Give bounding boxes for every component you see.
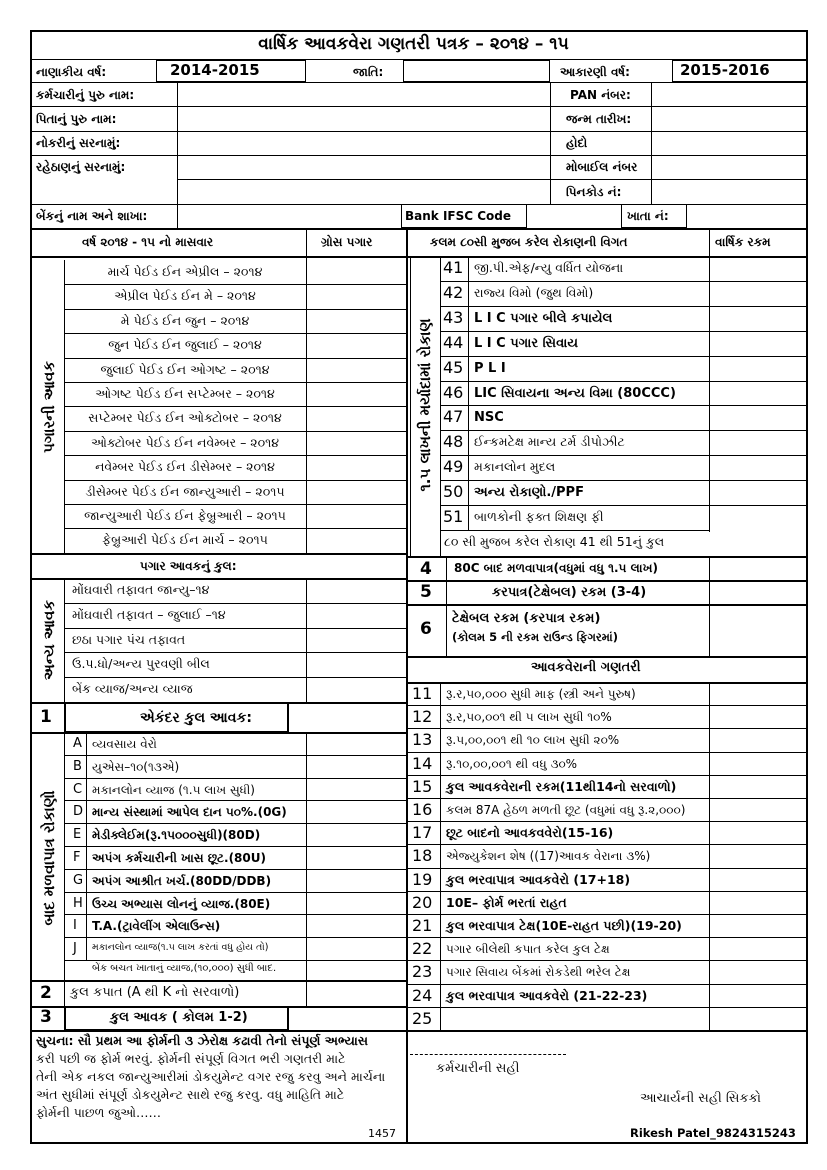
deduction-letter: I bbox=[73, 918, 77, 933]
deduction-row-label: માન્ય સંસ્થામાં આપેલ દાન ૫૦%.(0G) bbox=[92, 805, 287, 819]
investment-row-label: LIC સિવાયના અન્ય વિમા (80CCC) bbox=[474, 386, 676, 401]
month-row-label: ઓક્ટોબર પેઈડ ઈન નવેમ્બર – ૨૦૧૪ bbox=[90, 435, 280, 450]
deduction-k-text: બેંક બચત ખાતાનું વ્યાજ,(૧૦,૦૦૦) સુધી બાદ. bbox=[92, 963, 277, 974]
investment-row-label: ઈન્કમટેક્ષ માન્ય ટર્મ ડીપોઝીટ bbox=[474, 434, 625, 449]
tax-calc-amount-cell[interactable] bbox=[711, 683, 806, 704]
deduction-letter: H bbox=[73, 896, 83, 911]
tax-calc-row-label: એજ્યુકેશન શેષ ((17)આવક વેરાના ૩%) bbox=[446, 849, 651, 863]
gross-salary-cell[interactable] bbox=[308, 285, 404, 307]
month-row-label: મે પેઈડ ઈન જુન – ૨૦૧૪ bbox=[120, 313, 250, 328]
investment-amount-cell[interactable] bbox=[711, 506, 806, 528]
investment-row-label: L I C પગાર બીલે કપાયેલ bbox=[474, 311, 613, 326]
fy-label: નાણાકીય વર્ષ: bbox=[36, 65, 107, 79]
investment-row-number: 49 bbox=[443, 457, 464, 476]
fy-value: 2014-2015 bbox=[170, 61, 260, 79]
tax-calc-row-label: પગાર બીલેથી કપાત કરેલ કુલ ટેક્ષ bbox=[446, 942, 610, 956]
mobile-label: મોબાઈલ નંબર bbox=[566, 160, 638, 174]
other-income-row-label: બેંક વ્યાજ/અન્ય વ્યાજ bbox=[72, 681, 193, 696]
month-row-label: સપ્ટેમ્બર પેઈડ ઈન ઓક્ટોબર – ૨૦૧૪ bbox=[88, 410, 282, 425]
deduction-row-label: અપંગ કર્મચારીની ખાસ છૂટ.(80U) bbox=[92, 851, 266, 865]
tax-calc-row-label: રૂ.ર,૫૦,૦૦૧ થી ૫ લાખ સુધી ૧૦% bbox=[446, 710, 612, 724]
month-row-label: ડીસેમ્બર પેઈડ ઈન જાન્યુઆરી – ૨૦૧૫ bbox=[85, 484, 285, 499]
gross-salary-cell[interactable] bbox=[308, 432, 404, 454]
account-label: ખાતા નં: bbox=[627, 209, 669, 223]
row-6-number: 6 bbox=[420, 619, 432, 639]
tax-calc-row-label: 10E– ફોર્મ ભરતાં રાહત bbox=[446, 895, 567, 910]
gross-salary-cell[interactable] bbox=[308, 407, 404, 429]
other-income-cell[interactable] bbox=[308, 579, 404, 601]
investment-row-label: NSC bbox=[474, 410, 504, 425]
investment-row-number: 51 bbox=[443, 507, 464, 526]
deduction-amount-cell[interactable] bbox=[308, 915, 404, 935]
investment-amount-cell[interactable] bbox=[711, 257, 806, 279]
row-6-line-2: (કોલમ 5 ની રકમ રાઉન્ડ ફિગરમાં) bbox=[452, 630, 618, 644]
investment-amount-cell[interactable] bbox=[711, 282, 806, 304]
note-line-5: ફોર્મની પાછળ જુઓ…… bbox=[36, 1105, 162, 1120]
tax-calc-row-number: 22 bbox=[412, 939, 433, 958]
row-3-number: 3 bbox=[40, 1007, 52, 1027]
investment-amount-cell[interactable] bbox=[711, 307, 806, 329]
tax-calc-row-label: પગાર સિવાય બેંકમાં રોકડેથી ભરેલ ટેક્ષ bbox=[446, 965, 631, 979]
other-income-cell[interactable] bbox=[308, 604, 404, 626]
gross-salary-cell[interactable] bbox=[308, 334, 404, 356]
investment-row-number: 47 bbox=[443, 407, 464, 426]
tax-calc-row-number: 19 bbox=[412, 870, 433, 889]
other-income-side-label: અન્ય આવક bbox=[40, 600, 58, 680]
job-address-label: નોકરીનું સરનામું: bbox=[36, 136, 121, 150]
deduction-letter: A bbox=[73, 736, 82, 751]
investment-row-label: બાળકોની ફક્ત શિક્ષણ ફી bbox=[474, 509, 604, 524]
investment-row-label: P L I bbox=[474, 361, 506, 376]
gross-salary-cell[interactable] bbox=[308, 261, 404, 283]
month-row-label: એપ્રીલ પેઈડ ઈન મે – ૨૦૧૪ bbox=[114, 288, 256, 303]
deduction-row-label: અપંગ આશ્રીત ખર્ચ.(80DD/DDB) bbox=[92, 874, 272, 888]
month-row-label: ઓગષ્ટ પેઈડ ઈન સપ્ટેમ્બર – ૨૦૧૪ bbox=[95, 386, 275, 401]
ifsc-label: Bank IFSC Code bbox=[405, 209, 512, 223]
gross-column-header: ગ્રોસ પગાર bbox=[321, 235, 373, 249]
tax-calc-row-label: કુલ આવકવેરાની રકમ(11થી14નો સરવાળો) bbox=[446, 779, 677, 794]
tax-calc-row-label: કલમ 87A હેઠળ મળતી છૂટ (વધુમાં વધુ રૂ.૨,૦૦૦) bbox=[446, 803, 686, 817]
tax-calc-amount-cell[interactable] bbox=[711, 776, 806, 797]
tax-calc-amount-cell[interactable] bbox=[711, 892, 806, 913]
tax-calc-row-number: 24 bbox=[412, 986, 433, 1005]
deduction-letter: F bbox=[73, 850, 81, 865]
investment-amount-cell[interactable] bbox=[711, 357, 806, 379]
month-column-header: વર્ષ ૨૦૧૪ - ૧૫ નો માસવાર bbox=[82, 235, 214, 249]
tax-calc-row-number: 14 bbox=[412, 754, 433, 773]
other-income-row-label: છઠા પગાર પંચ તફાવત bbox=[72, 632, 186, 647]
gross-salary-cell[interactable] bbox=[308, 359, 404, 381]
tax-calc-row-label: કુલ ભરવાપાત્ર આવકવેરો (21-22-23) bbox=[446, 988, 648, 1003]
deduction-amount-cell[interactable] bbox=[308, 870, 404, 890]
deductions-side-label: બાદ મળવાપાત્ર રોકાણો bbox=[40, 790, 58, 926]
tax-calc-row-number: 15 bbox=[412, 777, 433, 796]
tax-calc-amount-cell[interactable] bbox=[711, 799, 806, 820]
deduction-amount-cell[interactable] bbox=[308, 801, 404, 821]
tax-calc-amount-cell[interactable] bbox=[711, 985, 806, 1006]
tax-calculation-header: આવકવેરાની ગણતરી bbox=[531, 660, 641, 675]
pan-label: PAN નંબર: bbox=[570, 88, 631, 102]
deduction-amount-cell[interactable] bbox=[308, 733, 404, 753]
deduction-amount-cell[interactable] bbox=[308, 824, 404, 844]
tax-calc-row-number: 11 bbox=[412, 684, 433, 703]
row-5-label: કરપાત્ર(ટેક્ષેબલ) રકમ (3-4) bbox=[492, 585, 647, 600]
tax-calc-amount-cell[interactable] bbox=[711, 1008, 806, 1029]
investment-row-label: L I C પગાર સિવાય bbox=[474, 336, 578, 351]
investment-amount-cell[interactable] bbox=[711, 382, 806, 404]
other-income-cell[interactable] bbox=[308, 629, 404, 651]
deduction-amount-cell[interactable] bbox=[308, 847, 404, 867]
bank-label: બેંકનું નામ અને શાખા: bbox=[36, 209, 148, 223]
deduction-letter: B bbox=[73, 759, 82, 774]
tax-calc-amount-cell[interactable] bbox=[711, 915, 806, 936]
deduction-amount-cell[interactable] bbox=[308, 938, 404, 958]
tax-calc-amount-cell[interactable] bbox=[711, 822, 806, 843]
deduction-row-label: મેડીક્લેઈમ(રૂ.૧૫૦૦૦સુધી)(80D) bbox=[92, 828, 261, 842]
caste-field[interactable] bbox=[403, 60, 550, 82]
deduction-letter: D bbox=[73, 804, 84, 819]
investment-row-number: 46 bbox=[443, 383, 464, 402]
investment-row-label: રાજ્ય વિમો (જુથ વિમો) bbox=[474, 285, 594, 300]
salary-income-side-label: પગારની આવક bbox=[40, 361, 58, 453]
investment-row-label: જી.પી.એફ/ન્યુ વર્ધિત યોજના bbox=[474, 260, 624, 275]
deduction-row-label: T.A.(ટ્રાવેલીંગ એલાઉન્સ) bbox=[92, 919, 221, 933]
other-income-cell[interactable] bbox=[308, 678, 404, 700]
ay-label: આકારણી વર્ષ: bbox=[560, 65, 630, 79]
note-line-3: તેની એક નકલ જાન્યુઆરીમાં ડોકયુમેન્ટ વગર રજુ કરવુ અને માર્ચના bbox=[36, 1069, 386, 1084]
deduction-letter: E bbox=[73, 827, 82, 842]
caste-label: જાતિ: bbox=[353, 65, 384, 79]
tax-calc-amount-cell[interactable] bbox=[711, 869, 806, 890]
investment-row-number: 48 bbox=[443, 432, 464, 451]
other-income-row-label: ઉ.પ.ધો/અન્ય પુરવણી બીલ bbox=[72, 656, 210, 671]
investment-amount-cell[interactable] bbox=[711, 431, 806, 453]
deduction-amount-cell[interactable] bbox=[308, 779, 404, 799]
row-1-number: 1 bbox=[40, 707, 52, 727]
month-row-label: જુલાઈ પેઈડ ઈન ઓગષ્ટ – ૨૦૧૪ bbox=[100, 362, 270, 377]
tax-calc-row-label: છૂટ બાદનો આવકવવેરો(15-16) bbox=[446, 825, 614, 840]
row-2-number: 2 bbox=[40, 983, 52, 1003]
month-row-label: માર્ચ પેઈડ ઈન એપ્રીલ – ૨૦૧૪ bbox=[107, 264, 263, 279]
employee-signature-label: કર્મચારીની સહી bbox=[436, 1061, 520, 1076]
tax-calc-row-number: 17 bbox=[412, 823, 433, 842]
salary-total-label: પગાર આવકનું કુલ: bbox=[140, 559, 237, 573]
ay-value: 2015-2016 bbox=[680, 61, 770, 79]
investment-row-number: 44 bbox=[443, 333, 464, 352]
month-row-label: જુન પેઈડ ઈન જુલાઈ – ૨૦૧૪ bbox=[108, 337, 262, 352]
tax-calc-row-label: રૂ.૧૦,૦૦,૦૦૧ થી વધુ ૩૦% bbox=[446, 757, 578, 771]
form-number: 1457 bbox=[368, 1127, 396, 1140]
yearly-column-header: વાર્ષિક રકમ bbox=[715, 235, 771, 249]
row-4-number: 4 bbox=[420, 559, 432, 579]
gross-salary-cell[interactable] bbox=[308, 481, 404, 503]
deduction-letter: J bbox=[73, 941, 77, 956]
month-row-label: જાન્યુઆરી પેઈડ ઈન ફેબ્રુઆરી – ૨૦૧૫ bbox=[84, 508, 286, 523]
gross-salary-cell[interactable] bbox=[308, 310, 404, 332]
tax-calc-amount-cell[interactable] bbox=[711, 729, 806, 750]
author-credit: Rikesh Patel_9824315243 bbox=[630, 1126, 796, 1140]
tax-calc-amount-cell[interactable] bbox=[711, 753, 806, 774]
investment-column-header: કલમ ૮૦સી મુજબ કરેલ રોકાણની વિગત bbox=[430, 235, 628, 249]
row-1-label: એકંદર કુલ આવક: bbox=[140, 710, 252, 726]
tax-calc-row-number: 12 bbox=[412, 707, 433, 726]
tax-calc-row-number: 16 bbox=[412, 800, 433, 819]
investment-amount-cell[interactable] bbox=[711, 406, 806, 428]
other-income-row-label: મોંઘવારી તફાવત જાન્યુ–૧૪ bbox=[72, 582, 210, 597]
residence-address-label: રહેઠાણનું સરનામું: bbox=[36, 160, 126, 174]
investment-row-number: 45 bbox=[443, 358, 464, 377]
tax-calc-row-number: 20 bbox=[412, 893, 433, 912]
month-row-label: નવેમ્બર પેઈડ ઈન ડીસેમ્બર – ૨૦૧૪ bbox=[95, 459, 275, 474]
deduction-row-label: વ્યવસાય વેરો bbox=[92, 737, 157, 751]
tax-calc-amount-cell[interactable] bbox=[711, 706, 806, 727]
tax-calc-row-label: કુલ ભરવાપાત્ર ટેક્ષ(10E-રાહત પછી)(19-20) bbox=[446, 918, 682, 933]
deduction-amount-cell[interactable] bbox=[308, 756, 404, 776]
tax-calc-amount-cell[interactable] bbox=[711, 938, 806, 959]
investment-amount-cell[interactable] bbox=[711, 456, 806, 478]
month-row-label: ફેબ્રુઆરી પેઈડ ઈન માર્ચ – ૨૦૧૫ bbox=[102, 532, 268, 547]
tax-calc-row-number: 23 bbox=[412, 962, 433, 981]
tax-calc-row-label: રૂ.૫,૦૦,૦૦૧ થી ૧૦ લાખ સુધી ૨૦% bbox=[446, 733, 620, 747]
deduction-amount-cell[interactable] bbox=[308, 893, 404, 913]
gross-salary-cell[interactable] bbox=[308, 456, 404, 478]
note-line-1: સુચના: સૌ પ્રથમ આ ફોર્મની ૩ ઝેરોક્ષ કઢાવી તેનો સંપૂર્ણ અભ્યાસ bbox=[36, 1033, 368, 1048]
investment-row-number: 42 bbox=[443, 283, 464, 302]
form-title: વાર્ષિક આવકવેરા ગણતરી પત્રક – ૨૦૧૪ – ૧૫ bbox=[258, 34, 569, 54]
tax-calc-amount-cell[interactable] bbox=[711, 845, 806, 866]
other-income-row-label: મોંઘવારી તફાવત – જુલાઈ –૧૪ bbox=[72, 607, 226, 622]
deduction-row-label: યુએસ–૧૦(૧૩એ) bbox=[92, 760, 180, 774]
gross-salary-cell[interactable] bbox=[308, 529, 404, 551]
investment-row-number: 41 bbox=[443, 258, 464, 277]
tax-calc-row-number: 25 bbox=[412, 1009, 433, 1028]
row-2-label: કુલ કપાત (A થી K નો સરવાળો) bbox=[70, 985, 240, 1000]
investment-amount-cell[interactable] bbox=[711, 481, 806, 503]
tax-calc-row-number: 18 bbox=[412, 846, 433, 865]
dob-label: જન્મ તારીખ: bbox=[566, 112, 632, 126]
investment-limit-side-label: ૧.૫ લાખની મર્યાદામાં રોકાણ bbox=[416, 318, 434, 492]
deduction-letter: G bbox=[73, 873, 84, 888]
row-4-label: 80C બાદ મળવાપાત્ર(વધુમાં વધુ ૧.૫ લાખ) bbox=[454, 561, 658, 575]
tax-calc-row-label: રૂ.ર,૫૦,૦૦૦ સુધી માફ (સ્ત્રી અને પુરુષ) bbox=[446, 687, 636, 701]
investment-row-label: અન્ય રોકાણો./PPF bbox=[474, 485, 584, 500]
tax-calc-row-number: 21 bbox=[412, 916, 433, 935]
pincode-label: પિનકોડ નં: bbox=[566, 185, 622, 199]
deduction-row-label: મકાનલોન વ્યાજ (૧.૫ લાખ સુધી) bbox=[92, 783, 255, 797]
other-income-cell[interactable] bbox=[308, 653, 404, 675]
name-label: કર્મચારીનું પુરુ નામ: bbox=[36, 88, 135, 102]
gross-salary-cell[interactable] bbox=[308, 505, 404, 527]
note-line-2: કરી પછી જ ફોર્મ ભરવું. ફોર્મની સંપૂર્ણ વિગત ભરી ગણતરી માટે bbox=[36, 1051, 346, 1066]
row-6-line-1: ટેક્ષેબલ રકમ (કરપાત્ર રકમ) bbox=[452, 611, 601, 626]
row-3-label: કુલ આવક ( કોલમ 1-2) bbox=[110, 1010, 248, 1025]
investment-row-label: મકાનલોન મુદલ bbox=[474, 459, 556, 474]
principal-signature-label: આચાર્યની સહી સિકકો bbox=[640, 1091, 762, 1106]
tax-calc-row-label: કુલ ભરવાપાત્ર આવકવેરો (17+18) bbox=[446, 872, 631, 887]
deduction-letter: C bbox=[73, 782, 83, 797]
father-label: પિતાનું પુરુ નામ: bbox=[36, 112, 117, 126]
row-5-number: 5 bbox=[420, 582, 432, 602]
investment-total-label: ૮૦ સી મુજબ કરેલ રોકાણ 41 થી 51નું કુલ bbox=[444, 534, 665, 549]
note-line-4: અંત સુધીમાં સંપૂર્ણ ડોકયુમેન્ટ સાથે રજુ કરવુ. વધુ માહિતિ માટે bbox=[36, 1087, 345, 1102]
deduction-row-label: મકાનલોન વ્યાજ(૧.૫ લાખ કરતાં વધુ હોય તો) bbox=[92, 942, 269, 953]
gross-salary-cell[interactable] bbox=[308, 383, 404, 405]
investment-row-number: 50 bbox=[443, 482, 464, 501]
investment-row-number: 43 bbox=[443, 308, 464, 327]
post-label: હોદો bbox=[566, 136, 588, 150]
tax-calc-row-number: 13 bbox=[412, 730, 433, 749]
deduction-row-label: ઉચ્ચ અભ્યાસ લોનનું વ્યાજ.(80E) bbox=[92, 897, 271, 911]
tax-calc-amount-cell[interactable] bbox=[711, 961, 806, 982]
investment-amount-cell[interactable] bbox=[711, 332, 806, 354]
